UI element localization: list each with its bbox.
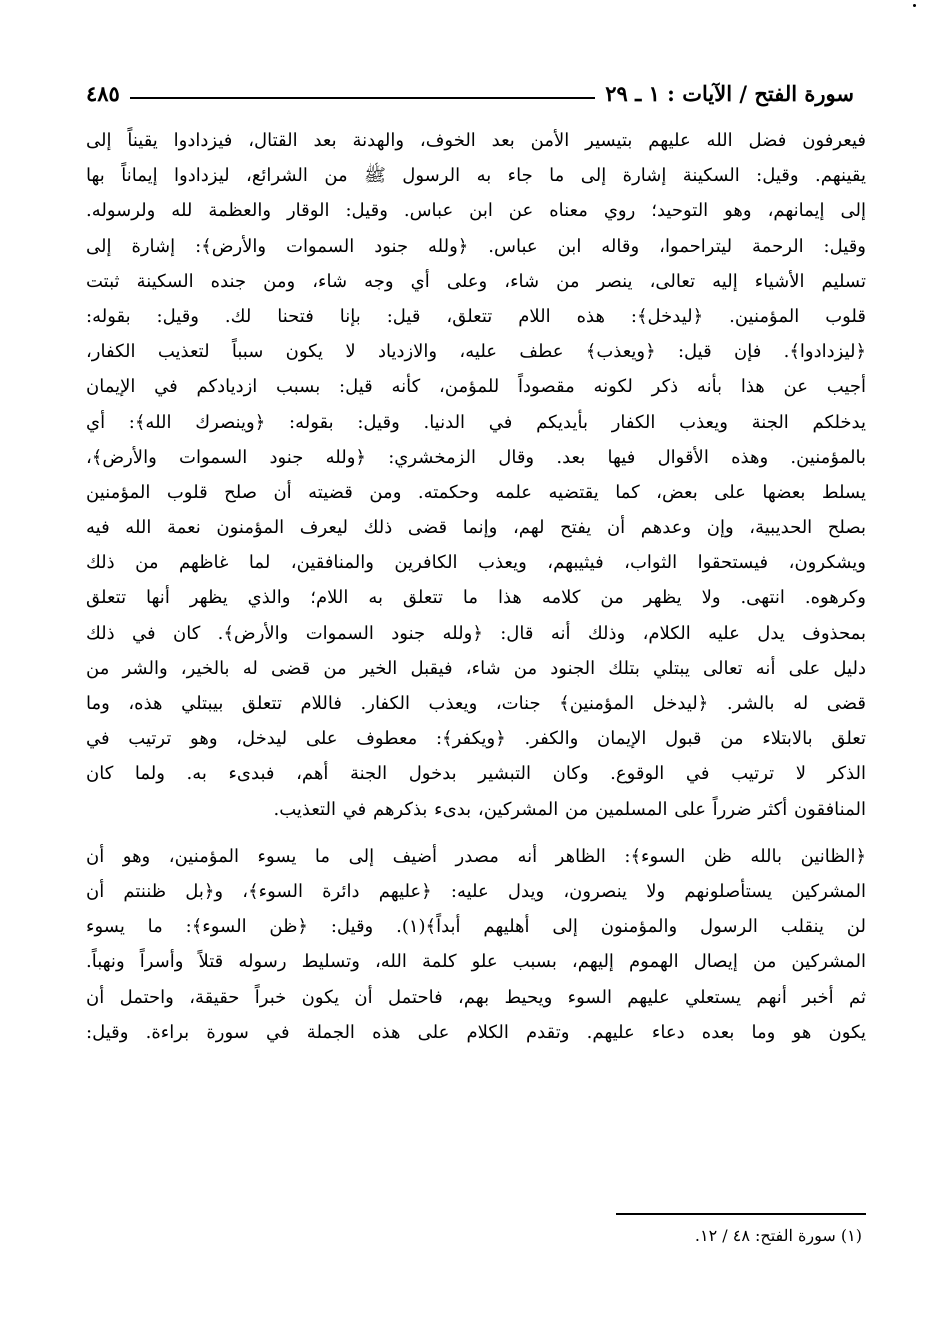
text-line: ﴿ليزدادوا﴾. فإن قيل: ﴿ويعذب﴾ عطف عليه، والازدياد لا يكون سبباً لتعذيب الكفار، bbox=[86, 341, 866, 363]
text-line: المشركين يستأصلونهم ولا ينصرون، ويدل عليه: ﴿عليهم دائرة السوء﴾، و﴿بل ظننتم أن bbox=[86, 880, 866, 902]
body-text bbox=[86, 123, 866, 1050]
text-line: دليل على أنه تعالى يبتلي بتلك الجنود من شاء، فيقبل الخير من قضى له بالخير، والشر من bbox=[86, 657, 866, 679]
text-line: بالمؤمنين. وهذه الأقوال فيها بعد. وقال الزمخشري: ﴿ولله جنود السموات والأرض﴾، bbox=[86, 446, 866, 468]
text-line: يقينهم. وقيل: السكينة إشارة إلى ما جاء به الرسول ﷺ من الشرائع، ليزدادوا إيماناً بها bbox=[86, 165, 866, 187]
paragraph-gap bbox=[86, 827, 866, 839]
text-line: تسليم الأشياء إليه تعالى، ينصر من شاء، وعلى أي وجه شاء، ومن جنده السكينة ثبتت bbox=[86, 270, 866, 292]
text-line: يدخلكم الجنة ويعذب الكفار بأيديكم في الدنيا. وقيل: بقوله: ﴿وينصرك الله﴾: أي bbox=[86, 411, 866, 433]
text-line: قضى له بالشر. ﴿ليدخل المؤمنين﴾ جنات، ويعذب الكفار. فاللام تتعلق بيبتلي هذه، وما bbox=[86, 693, 866, 714]
running-header bbox=[86, 70, 854, 106]
text-line: إلى إيمانهم، وهو التوحيد؛ روي معناه عن ابن عباس. وقيل: الوقار والعظمة لله ولرسوله. bbox=[86, 200, 866, 222]
text-line: أجيب عن هذا بأنه ذكر لكونه مقصوداً للمؤمن، كأنه قيل: بسبب ازديادكم في الإيمان bbox=[86, 376, 866, 398]
header-rule bbox=[130, 97, 595, 99]
text-line: المشركين من إيصال الهموم إليهم، بسبب علو كلمة الله، وتسليط رسوله قتلاً وأسراً ونهباً. bbox=[86, 951, 866, 973]
text-line: لن ينقلب الرسول والمؤمنون إلى أهليهم أبداً﴾(١). وقيل: ﴿ظن السوء﴾: ما يسوء bbox=[86, 916, 866, 938]
text-line: الذكر لا ترتيب في الوقوع. وكان التبشير بدخول الجنة أهم، فبدىء به. ولما كان bbox=[86, 763, 866, 785]
text-line: بصلح الحديبية، وإن وعدهم أن يفتح لهم، وإنما قضى ذلك ليعرف المؤمنون نعمة الله فيه bbox=[86, 517, 866, 539]
text-line: تعلق بالابتلاء من قبول الإيمان والكفر. ﴿ويكفر﴾: معطوف على ليدخل، وهو ترتيب في bbox=[86, 728, 866, 750]
text-line: فيعرفون فضل الله عليهم بتيسير الأمن بعد الخوف، والهدنة بعد القتال، فيزدادوا يقيناً إلى bbox=[86, 130, 866, 151]
scan-speck bbox=[913, 4, 916, 7]
paragraph-2 bbox=[86, 839, 866, 1050]
text-line: وكرهوه. انتهى. ولا يظهر من كلامه هذا ما تتعلق به اللام؛ والذي يظهر أنها تتعلق bbox=[86, 587, 866, 609]
footnote: (١) سورة الفتح: ٤٨ / ١٢. bbox=[694, 1226, 862, 1245]
text-line: ﴿الظانين بالله ظن السوء﴾: الظاهر أنه مصدر أضيف إلى ما يسوء المؤمنين، وهو أن bbox=[86, 845, 866, 867]
text-line: ويشكرون، فيستحقوا الثواب، فيثيبهم، ويعذب الكافرين والمنافقين، لما غاظهم من ذلك bbox=[86, 552, 866, 574]
text-line: قلوب المؤمنين. ﴿ليدخل﴾: هذه اللام تتعلق، قيل: بإنا فتحنا لك. وقيل: بقوله: bbox=[86, 305, 866, 327]
text-line: يكون هو وما بعده دعاء عليهم. وتقدم الكلام على هذه الجملة في سورة براءة. وقيل: bbox=[86, 1021, 866, 1043]
text-line: يسلط بعضها على بعض، كما يقتضيه علمه وحكمته. ومن قضيته أن صلح قلوب المؤمنين bbox=[86, 481, 866, 503]
paragraph-1 bbox=[86, 123, 866, 827]
page-number: ٤٨٥ bbox=[86, 81, 120, 106]
footnote-rule bbox=[616, 1213, 866, 1215]
text-line: وقيل: الرحمة ليتراحموا، وقاله ابن عباس. ﴿ولله جنود السموات والأرض﴾: إشارة إلى bbox=[86, 235, 866, 257]
text-line: المنافقون أكثر ضرراً على المسلمين من المشركين، بدىء بذكرهم في التعذيب. bbox=[273, 798, 866, 820]
header-title: سورة الفتح / الآيات : ١ ـ ٢٩ bbox=[605, 81, 854, 106]
text-line: بمحذوف يدل عليه الكلام، وذلك أنه قال: ﴿ولله جنود السموات والأرض﴾. كان في ذلك bbox=[86, 622, 866, 644]
text-line: ثم أخبر أنهم يستعلي عليهم السوء ويحيط بهم، فاحتمل أن يكون خبراً حقيقة، واحتمل أن bbox=[86, 986, 866, 1008]
